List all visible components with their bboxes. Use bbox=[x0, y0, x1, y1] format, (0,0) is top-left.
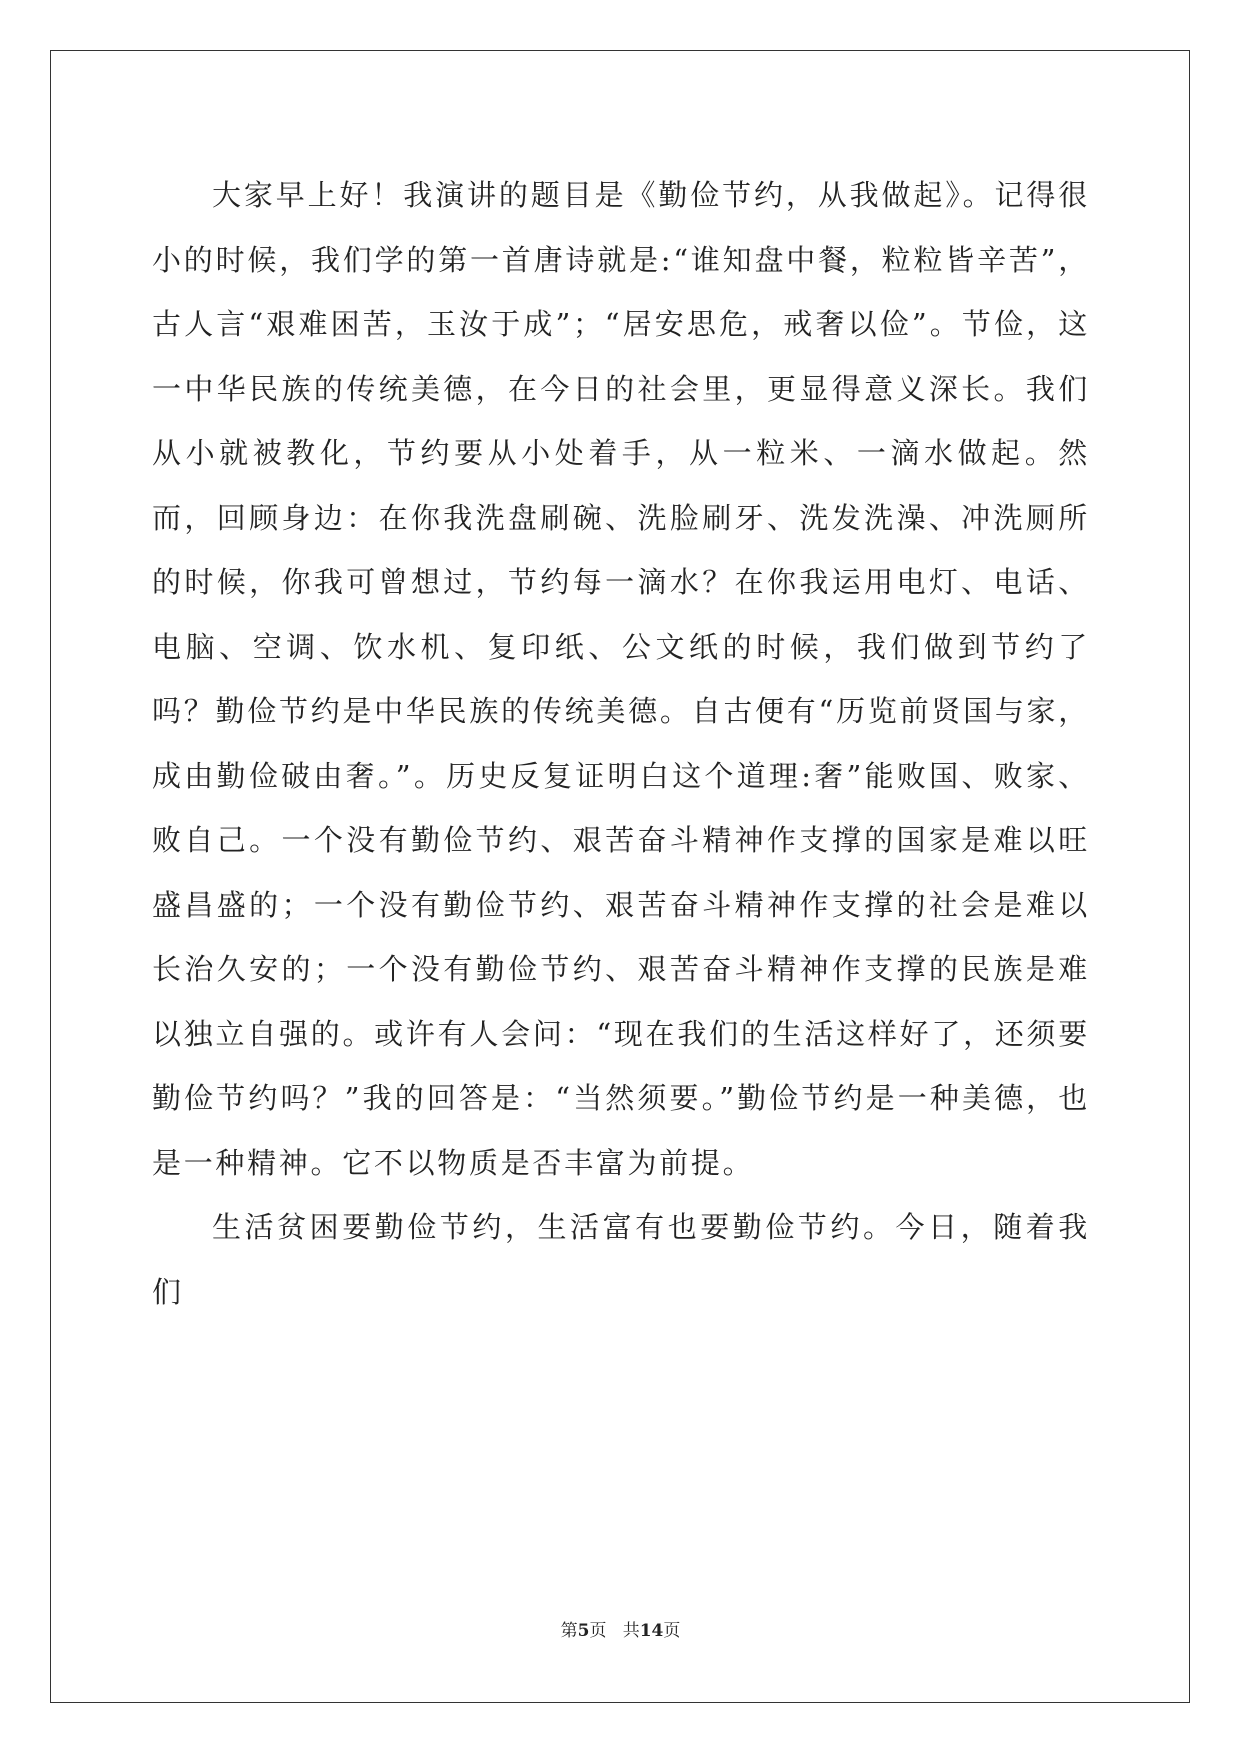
document-body bbox=[152, 163, 1090, 1324]
total-page-count: 14 bbox=[639, 1621, 664, 1641]
footer-total-prefix: 共 bbox=[622, 1621, 640, 1641]
current-page-number: 5 bbox=[577, 1621, 590, 1641]
paragraph-1: 大家早上好！我演讲的题目是《勤俭节约，从我做起》。记得很小的时候，我们学的第一首唐诗就是:“谁知盘中餐，粒粒皆辛苦”，古人言“艰难困苦，玉汝于成”；“居安思危，戒奢以俭”。节俭，这一中华民族的传统美德，在今日的社会里，更显得意义深长。我们从小就被教化，节约要从小处着手，从一粒米、一滴水做起。然而，回顾身边：在你我洗盘刷碗、洗脸刷牙、洗发洗澡、冲洗厕所的时候，你我可曾想过，节约每一滴水？在你我运用电灯、电话、电脑、空调、饮水机、复印纸、公文纸的时候，我们做到节约了吗？勤俭节约是中华民族的传统美德。自古便有“历览前贤国与家，成由勤俭破由奢。”。历史反复证明白这个道理:奢”能败国、败家、败自己。一个没有勤俭节约、艰苦奋斗精神作支撑的国家是难以旺盛昌盛的；一个没有勤俭节约、艰苦奋斗精神作支撑的社会是难以长治久安的；一个没有勤俭节约、艰苦奋斗精神作支撑的民族是难以独立自强的。或许有人会问：“现在我们的生活这样好了，还须要勤俭节约吗？”我的回答是：“当然须要。”勤俭节约是一种美德，也是一种精神。它不以物质是否丰富为前提。 bbox=[152, 178, 1090, 1180]
footer-prefix: 第 bbox=[560, 1621, 578, 1641]
footer-total-suffix: 页 bbox=[663, 1621, 681, 1641]
page-footer bbox=[0, 1616, 1241, 1641]
footer-page-suffix: 页 bbox=[589, 1621, 607, 1641]
paragraph-2: 生活贫困要勤俭节约，生活富有也要勤俭节约。今日，随着我们 bbox=[152, 1210, 1090, 1309]
